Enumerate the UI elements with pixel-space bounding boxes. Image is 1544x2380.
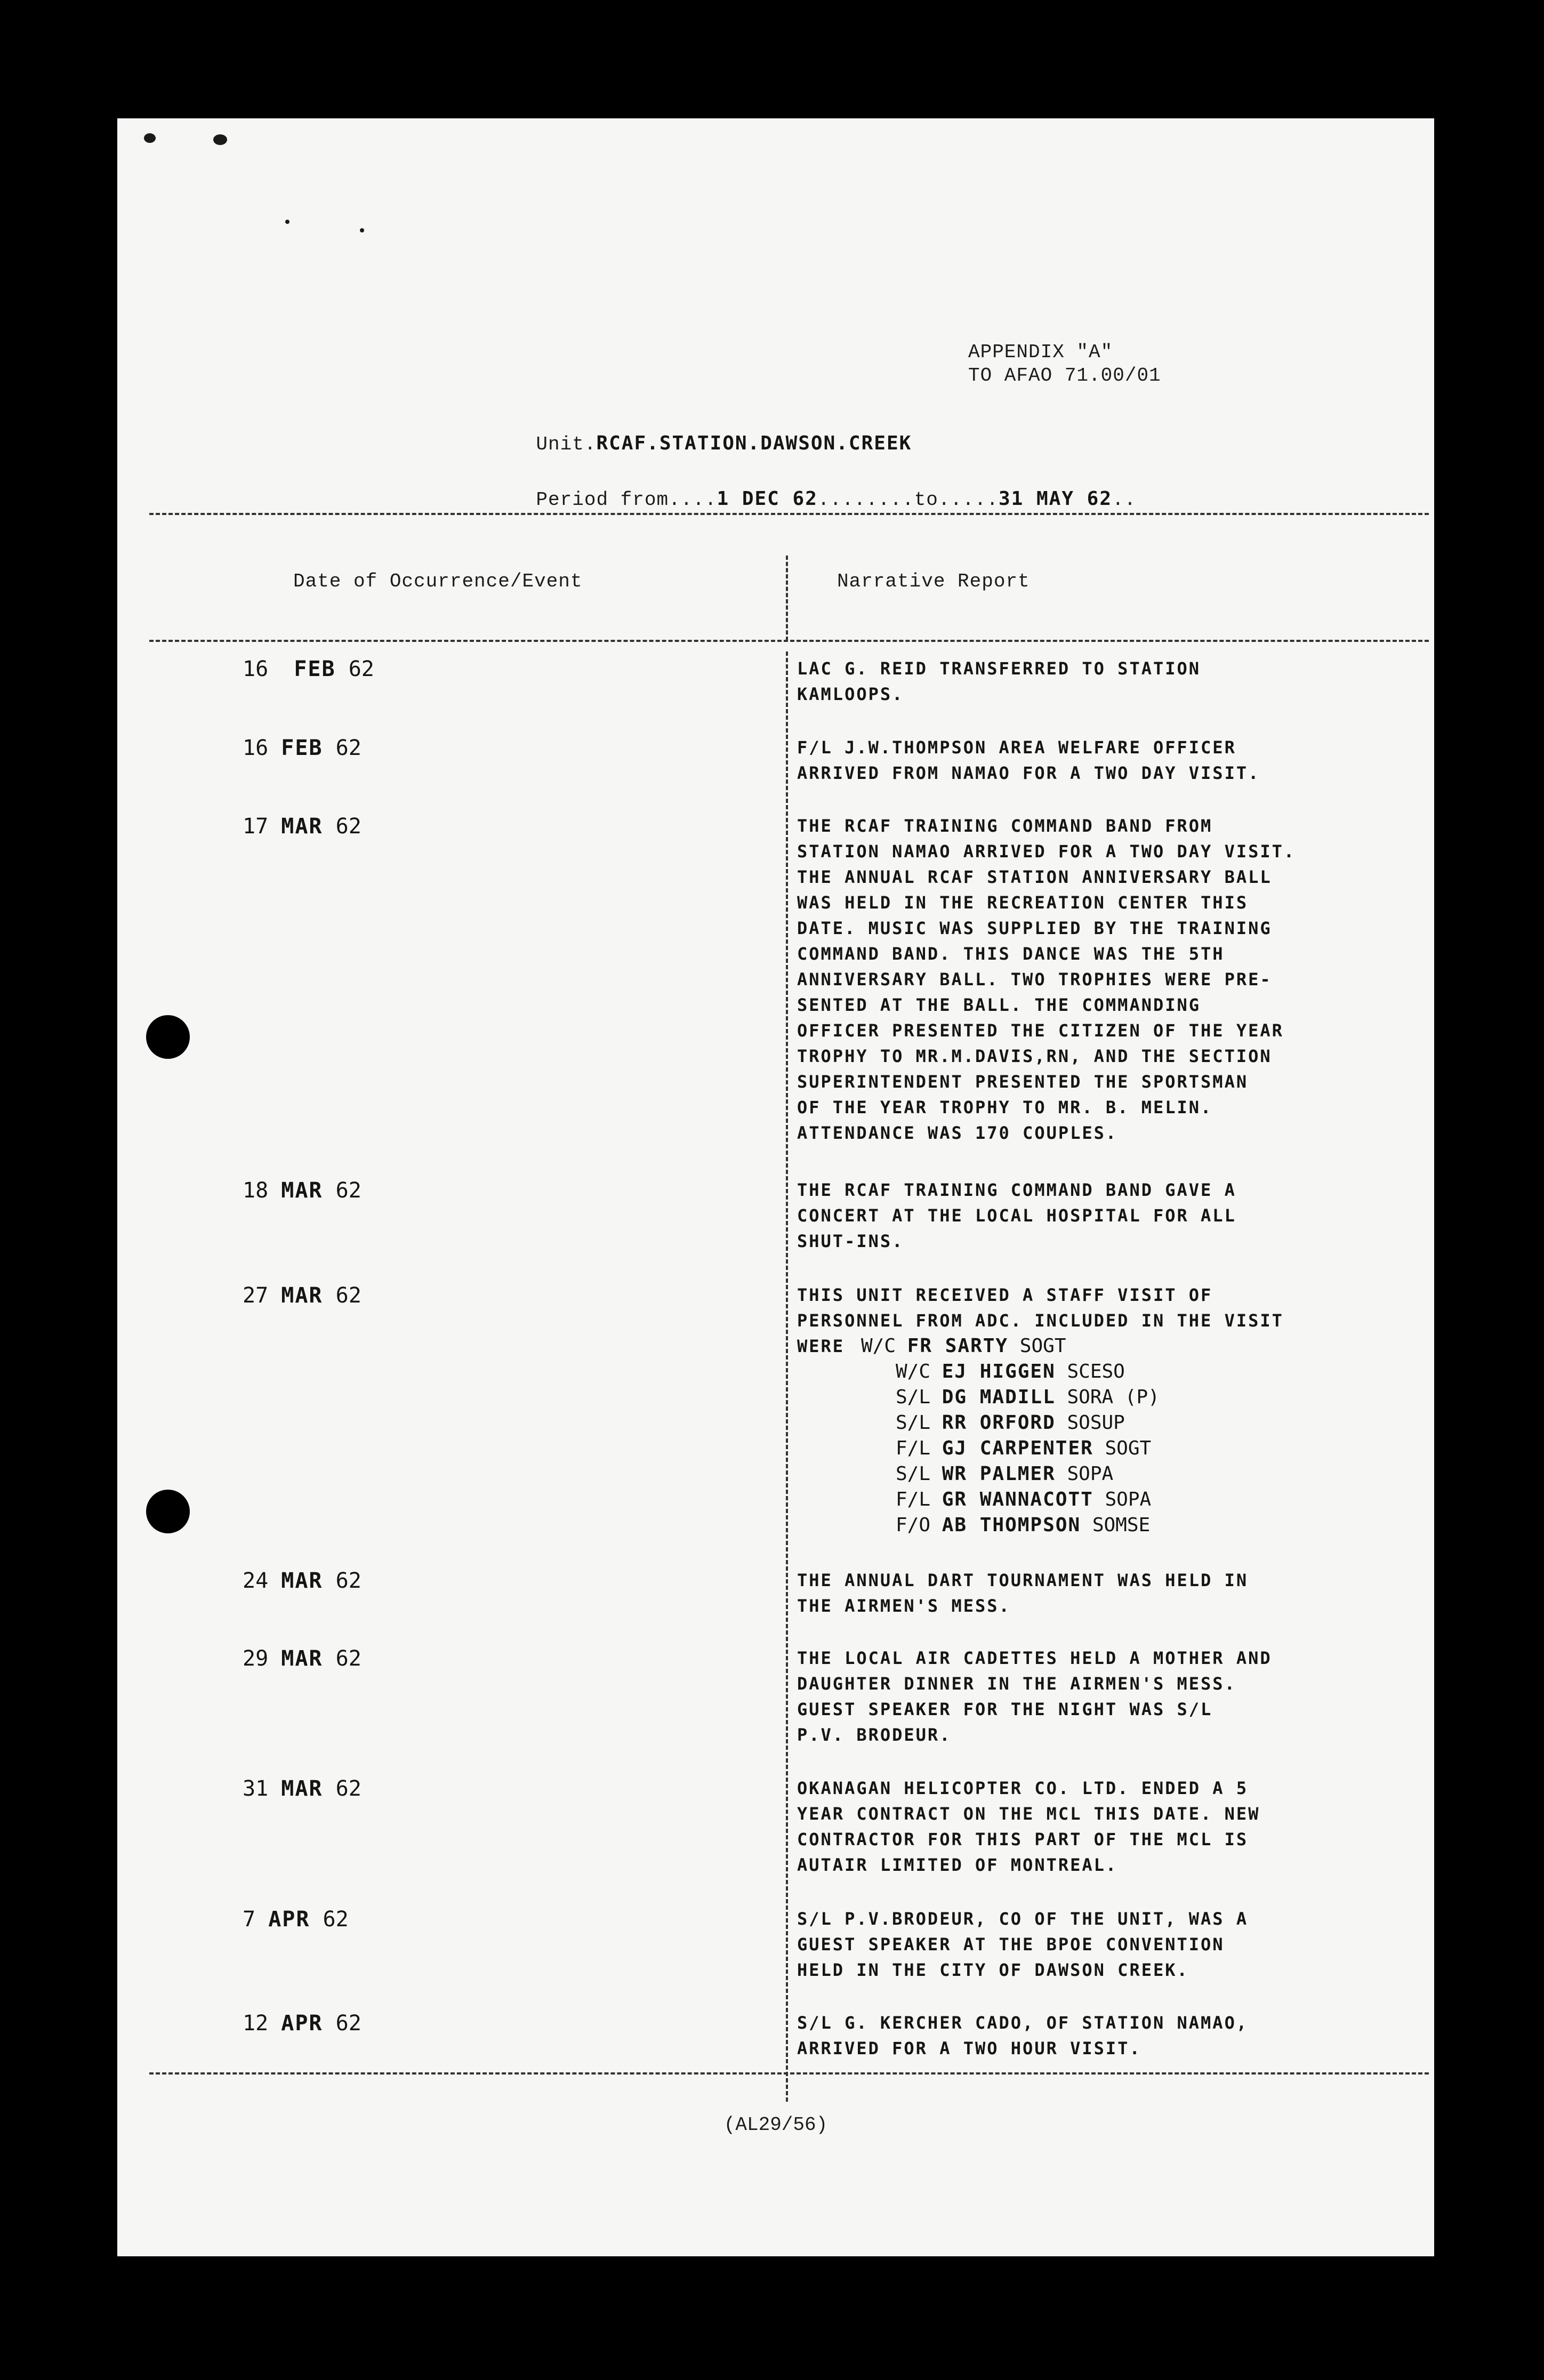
punch-hole xyxy=(146,1015,190,1059)
column-header-narrative: Narrative Report xyxy=(837,570,1030,592)
visitor-row: S/L RR ORFORD SOSUP xyxy=(896,1412,1125,1434)
entry-narrative: THE RCAF TRAINING COMMAND BAND FROM STATION NAMAO ARRIVED FOR A TWO DAY VISIT. THE ANNUAL RCAF STATION ANNIVERSARY BALL WAS HELD IN THE RECREATION CENTER THIS DATE. MUSIC WAS SUPPLIED BY THE TRAINING COMMAND BAND. THIS DANCE WAS THE 5TH ANNIVERSARY BALL. TWO TROPHIES WERE PRE- SENTED AT THE BALL. THE COMMANDING OFFICER PRESENTED THE CITIZEN OF THE YEAR TROPHY TO MR.M.DAVIS,RN, AND THE SECTION SUPERINTENDENT PRESENTED THE SPORTSMAN OF THE YEAR TROPHY TO MR. B. MELIN. ATTENDANCE WAS 170 COUPLES. xyxy=(797,816,1296,1143)
unit-value: RCAF.STATION.DAWSON.CREEK xyxy=(596,432,912,454)
form-number: (AL29/56) xyxy=(723,2114,828,2136)
visitor-row: W/C FR SARTY SOGT xyxy=(861,1335,1066,1357)
visitor-row: S/L DG MADILL SORA (P) xyxy=(896,1386,1160,1408)
visitor-list xyxy=(861,1333,1341,1538)
entry-date: 7 APR 62 xyxy=(243,1907,349,1932)
entry-narrative: S/L G. KERCHER CADO, OF STATION NAMAO, ARRIVED FOR A TWO HOUR VISIT. xyxy=(797,2013,1249,2059)
period-to-label: to xyxy=(914,489,938,511)
ink-speck xyxy=(213,134,227,145)
punch-hole xyxy=(146,1490,190,1533)
header-bottom-rule xyxy=(149,640,1429,642)
visitor-row: F/L GR WANNACOTT SOPA xyxy=(896,1489,1152,1510)
visitor-row: W/C EJ HIGGEN SCESO xyxy=(896,1361,1125,1382)
entry-narrative: THE ANNUAL DART TOURNAMENT WAS HELD IN THE AIRMEN'S MESS. xyxy=(797,1570,1249,1616)
entry-date: 18 MAR 62 xyxy=(243,1178,361,1203)
entry-date: 16 FEB 62 xyxy=(243,657,374,681)
entry-narrative: S/L P.V.BRODEUR, CO OF THE UNIT, WAS A GUEST SPEAKER AT THE BPOE CONVENTION HELD IN THE CITY OF DAWSON CREEK. xyxy=(797,1909,1249,1980)
entry-narrative: THE RCAF TRAINING COMMAND BAND GAVE A CONCERT AT THE LOCAL HOSPITAL FOR ALL SHUT-INS. xyxy=(797,1180,1236,1251)
entry-date: 12 APR 62 xyxy=(243,2011,361,2036)
period-to: 31 MAY 62 xyxy=(998,488,1113,510)
document-page xyxy=(117,118,1434,2256)
entry-date: 16 FEB 62 xyxy=(243,736,361,760)
entry-narrative: F/L J.W.THOMPSON AREA WELFARE OFFICER ARRIVED FROM NAMAO FOR A TWO DAY VISIT. xyxy=(797,737,1260,783)
ink-speck xyxy=(360,228,364,232)
entry-date: 29 MAR 62 xyxy=(243,1646,361,1671)
visitor-row: S/L WR PALMER SOPA xyxy=(896,1463,1114,1485)
entry-date: 24 MAR 62 xyxy=(243,1569,361,1593)
period-line: Period from....1 DEC 62........to.....31 MAY 62.. xyxy=(536,488,1137,511)
entry-narrative: THIS UNIT RECEIVED A STAFF VISIT OF PERSONNEL FROM ADC. INCLUDED IN THE VISIT WERE xyxy=(797,1285,1284,1356)
unit-label: Unit. xyxy=(536,433,597,455)
entry-narrative: THE LOCAL AIR CADETTES HELD A MOTHER AND DAUGHTER DINNER IN THE AIRMEN'S MESS. GUEST SPEAKER FOR THE NIGHT WAS S/L P.V. BRODEUR. xyxy=(797,1648,1272,1745)
entry-date: 17 MAR 62 xyxy=(243,814,361,839)
entry-date: 31 MAR 62 xyxy=(243,1776,361,1801)
visitor-row: F/L GJ CARPENTER SOGT xyxy=(896,1437,1152,1459)
entry-date: 27 MAR 62 xyxy=(243,1283,361,1308)
entry-narrative: OKANAGAN HELICOPTER CO. LTD. ENDED A 5 YEAR CONTRACT ON THE MCL THIS DATE. NEW CONTRACTOR FOR THIS PART OF THE MCL IS AUTAIR LIMITED OF MONTREAL. xyxy=(797,1778,1260,1875)
table-bottom-rule xyxy=(149,2072,1429,2075)
period-label: Period from xyxy=(536,489,669,511)
ink-speck xyxy=(144,133,156,143)
period-from: 1 DEC 62 xyxy=(717,488,818,510)
appendix-line-2: TO AFAO 71.00/01 xyxy=(968,365,1161,387)
entry-narrative: LAC G. REID TRANSFERRED TO STATION KAMLOOPS. xyxy=(797,658,1201,704)
column-divider-top xyxy=(786,556,788,641)
ink-speck xyxy=(285,220,290,224)
appendix-line-1: APPENDIX "A" xyxy=(968,341,1113,363)
column-header-date: Date of Occurrence/Event xyxy=(293,570,583,592)
header-top-rule xyxy=(149,513,1429,515)
visitor-row: F/O AB THOMPSON SOMSE xyxy=(896,1514,1151,1536)
column-divider xyxy=(786,652,788,2102)
